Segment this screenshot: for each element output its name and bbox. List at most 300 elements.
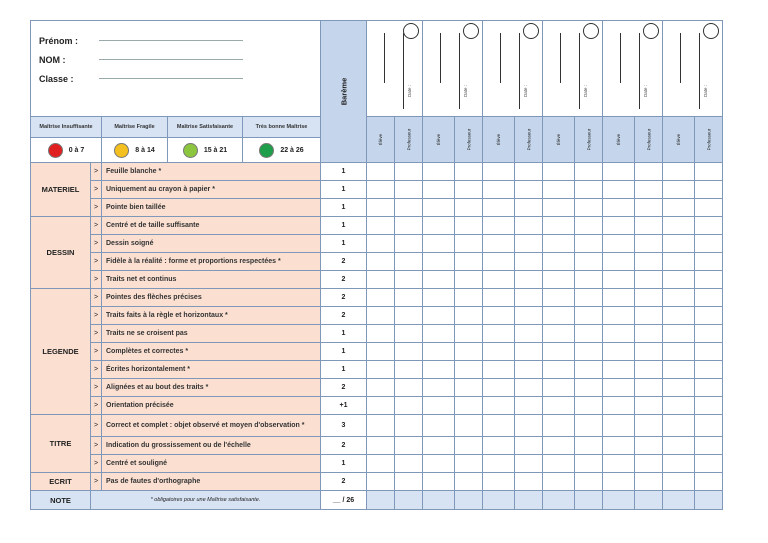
prof-score-cell[interactable]	[515, 415, 543, 437]
eleve-score-cell[interactable]	[543, 181, 575, 199]
prof-score-cell[interactable]	[515, 343, 543, 361]
category-titre: TITRE	[31, 415, 91, 473]
prof-score-cell[interactable]	[575, 397, 603, 415]
eleve-score-cell[interactable]	[663, 181, 695, 199]
eleve-score-cell[interactable]	[367, 307, 395, 325]
eval-date-box	[543, 21, 602, 116]
prof-score-cell[interactable]	[695, 473, 723, 491]
prof-score-cell[interactable]	[455, 437, 483, 455]
prenom-field[interactable]	[99, 40, 243, 41]
eleve-score-cell[interactable]	[603, 379, 635, 397]
eleve-score-cell[interactable]	[663, 397, 695, 415]
eleve-score-cell[interactable]	[483, 473, 515, 491]
eleve-total-cell[interactable]	[423, 491, 455, 510]
bullet-arrow-icon: >	[91, 379, 102, 397]
criterion-row	[31, 455, 755, 473]
eleve-score-cell[interactable]	[483, 217, 515, 235]
eleve-score-cell[interactable]	[423, 307, 455, 325]
total-points: __ / 26	[321, 491, 367, 510]
prof-score-cell[interactable]	[395, 343, 423, 361]
prof-score-cell[interactable]	[515, 397, 543, 415]
bullet-arrow-icon: >	[91, 253, 102, 271]
eleve-score-cell[interactable]	[603, 235, 635, 253]
eleve-score-cell[interactable]	[543, 217, 575, 235]
eleve-score-cell[interactable]	[483, 289, 515, 307]
prof-score-cell[interactable]	[395, 217, 423, 235]
eleve-score-cell[interactable]	[603, 361, 635, 379]
bullet-arrow-icon: >	[91, 415, 102, 437]
criterion-points: 1	[321, 199, 367, 217]
eleve-score-cell[interactable]	[603, 415, 635, 437]
criterion-text: Centré et souligné	[102, 455, 321, 473]
eleve-total-cell[interactable]	[367, 491, 395, 510]
eleve-score-cell[interactable]	[543, 361, 575, 379]
eleve-score-cell[interactable]	[423, 343, 455, 361]
eleve-score-cell[interactable]	[423, 253, 455, 271]
prof-score-cell[interactable]	[515, 199, 543, 217]
eleve-score-cell[interactable]	[543, 437, 575, 455]
prof-score-cell[interactable]	[575, 361, 603, 379]
eleve-score-cell[interactable]	[483, 455, 515, 473]
eleve-score-cell[interactable]	[367, 289, 395, 307]
criterion-points: 2	[321, 271, 367, 289]
prof-score-cell[interactable]	[455, 325, 483, 343]
nom-field[interactable]	[99, 59, 243, 60]
prof-score-cell[interactable]	[455, 473, 483, 491]
prof-score-cell[interactable]	[575, 379, 603, 397]
level-range: 22 à 26	[280, 146, 304, 154]
eleve-score-cell[interactable]	[423, 235, 455, 253]
eleve-score-cell[interactable]	[543, 397, 575, 415]
prof-score-cell[interactable]	[515, 235, 543, 253]
prof-score-cell[interactable]	[515, 455, 543, 473]
bullet-arrow-icon: >	[91, 397, 102, 415]
prof-score-cell[interactable]	[395, 437, 423, 455]
eleve-score-cell[interactable]	[603, 199, 635, 217]
criterion-text: Complètes et correctes *	[102, 343, 321, 361]
eleve-score-cell[interactable]	[483, 415, 515, 437]
eleve-score-cell[interactable]	[367, 437, 395, 455]
prof-score-cell[interactable]	[515, 163, 543, 181]
grade-circle[interactable]	[523, 23, 539, 39]
prof-score-cell[interactable]	[515, 307, 543, 325]
prof-score-cell[interactable]	[395, 379, 423, 397]
prof-score-cell[interactable]	[695, 379, 723, 397]
prof-score-cell[interactable]	[575, 289, 603, 307]
prof-score-cell[interactable]	[575, 307, 603, 325]
prof-total-cell[interactable]	[635, 491, 663, 510]
prof-total-cell[interactable]	[695, 491, 723, 510]
eleve-score-cell[interactable]	[663, 455, 695, 473]
level-range: 8 à 14	[135, 146, 155, 154]
prof-score-cell[interactable]	[515, 379, 543, 397]
prof-score-cell[interactable]	[695, 397, 723, 415]
eleve-score-cell[interactable]	[367, 455, 395, 473]
eleve-score-cell[interactable]	[663, 217, 695, 235]
eleve-score-cell[interactable]	[543, 199, 575, 217]
prof-score-cell[interactable]	[635, 199, 663, 217]
criterion-text: Traits faits à la règle et horizontaux *	[102, 307, 321, 325]
eleve-score-cell[interactable]	[367, 235, 395, 253]
prof-score-cell[interactable]	[575, 235, 603, 253]
eleve-score-cell[interactable]	[423, 397, 455, 415]
prof-score-cell[interactable]	[635, 473, 663, 491]
prof-score-cell[interactable]	[695, 271, 723, 289]
prof-score-cell[interactable]	[635, 235, 663, 253]
prof-score-cell[interactable]	[635, 181, 663, 199]
eleve-score-cell[interactable]	[543, 235, 575, 253]
prof-score-cell[interactable]	[695, 253, 723, 271]
prof-score-cell[interactable]	[515, 181, 543, 199]
eleve-score-cell[interactable]	[423, 415, 455, 437]
prof-score-cell[interactable]	[395, 361, 423, 379]
prof-score-cell[interactable]	[395, 199, 423, 217]
eleve-score-cell[interactable]	[603, 455, 635, 473]
level-dot-icon	[259, 143, 274, 158]
eleve-score-cell[interactable]	[543, 289, 575, 307]
criterion-points: +1	[321, 397, 367, 415]
criterion-points: 1	[321, 455, 367, 473]
eleve-score-cell[interactable]	[367, 343, 395, 361]
prof-score-cell[interactable]	[395, 455, 423, 473]
level-range-cell	[168, 138, 243, 163]
category-ecrit: ECRIT	[31, 473, 91, 491]
signature-line	[459, 33, 460, 109]
date-label: Date :	[643, 84, 648, 97]
prof-column-header: Professeur	[455, 117, 483, 163]
eleve-score-cell[interactable]	[543, 473, 575, 491]
eleve-score-cell[interactable]	[543, 415, 575, 437]
grade-circle[interactable]	[403, 23, 419, 39]
eleve-score-cell[interactable]	[603, 217, 635, 235]
grade-circle[interactable]	[583, 23, 599, 39]
eleve-score-cell[interactable]	[603, 271, 635, 289]
eleve-score-cell[interactable]	[543, 163, 575, 181]
criterion-points: 2	[321, 307, 367, 325]
eleve-score-cell[interactable]	[663, 361, 695, 379]
prof-score-cell[interactable]	[635, 325, 663, 343]
eleve-score-cell[interactable]	[663, 325, 695, 343]
signature-line	[579, 33, 580, 109]
eleve-score-cell[interactable]	[367, 325, 395, 343]
eleve-score-cell[interactable]	[423, 181, 455, 199]
prof-score-cell[interactable]	[695, 361, 723, 379]
grade-circle[interactable]	[463, 23, 479, 39]
prof-score-cell[interactable]	[635, 271, 663, 289]
eleve-score-cell[interactable]	[423, 199, 455, 217]
prof-score-cell[interactable]	[395, 163, 423, 181]
eleve-score-cell[interactable]	[543, 343, 575, 361]
eleve-score-cell[interactable]	[603, 343, 635, 361]
eval-date-cell[interactable]	[663, 21, 723, 117]
prof-score-cell[interactable]	[575, 343, 603, 361]
eleve-score-cell[interactable]	[663, 415, 695, 437]
prof-score-cell[interactable]	[575, 253, 603, 271]
eleve-score-cell[interactable]	[483, 379, 515, 397]
prof-score-cell[interactable]	[455, 343, 483, 361]
eleve-score-cell[interactable]	[423, 289, 455, 307]
eleve-score-cell[interactable]	[483, 163, 515, 181]
prof-score-cell[interactable]	[695, 415, 723, 437]
prenom-label: Prénom :	[39, 35, 79, 46]
eleve-total-cell[interactable]	[603, 491, 635, 510]
criterion-points: 1	[321, 343, 367, 361]
grade-circle[interactable]	[703, 23, 719, 39]
prof-score-cell[interactable]	[395, 235, 423, 253]
eleve-score-cell[interactable]	[663, 235, 695, 253]
eleve-score-cell[interactable]	[423, 437, 455, 455]
eleve-score-cell[interactable]	[367, 379, 395, 397]
prof-score-cell[interactable]	[515, 271, 543, 289]
prof-score-cell[interactable]	[575, 455, 603, 473]
prof-score-cell[interactable]	[695, 325, 723, 343]
prof-score-cell[interactable]	[515, 473, 543, 491]
eleve-score-cell[interactable]	[543, 271, 575, 289]
prof-score-cell[interactable]	[635, 415, 663, 437]
criterion-points: 2	[321, 289, 367, 307]
eleve-score-cell[interactable]	[483, 325, 515, 343]
eleve-score-cell[interactable]	[603, 289, 635, 307]
eval-date-cell[interactable]	[483, 21, 543, 117]
eleve-score-cell[interactable]	[423, 361, 455, 379]
prof-score-cell[interactable]	[455, 271, 483, 289]
eleve-column-header: Élève	[483, 117, 515, 163]
prof-score-cell[interactable]	[635, 289, 663, 307]
prof-total-cell[interactable]	[455, 491, 483, 510]
prof-score-cell[interactable]	[395, 307, 423, 325]
criterion-text: Indication du grossissement ou de l'échelle	[102, 437, 321, 455]
criterion-points: 2	[321, 473, 367, 491]
eleve-score-cell[interactable]	[543, 325, 575, 343]
prof-score-cell[interactable]	[695, 289, 723, 307]
eleve-total-cell[interactable]	[543, 491, 575, 510]
prof-score-cell[interactable]	[395, 181, 423, 199]
eleve-score-cell[interactable]	[367, 217, 395, 235]
prof-score-cell[interactable]	[515, 437, 543, 455]
eleve-score-cell[interactable]	[483, 361, 515, 379]
eval-date-cell[interactable]	[423, 21, 483, 117]
prof-score-cell[interactable]	[635, 307, 663, 325]
eleve-score-cell[interactable]	[663, 343, 695, 361]
eleve-score-cell[interactable]	[663, 199, 695, 217]
eval-date-cell[interactable]	[543, 21, 603, 117]
prof-score-cell[interactable]	[515, 217, 543, 235]
eleve-score-cell[interactable]	[367, 361, 395, 379]
signature-line	[680, 33, 681, 83]
prof-total-cell[interactable]	[515, 491, 543, 510]
prof-score-cell[interactable]	[575, 271, 603, 289]
eleve-score-cell[interactable]	[603, 307, 635, 325]
prof-score-cell[interactable]	[455, 199, 483, 217]
eleve-score-cell[interactable]	[663, 473, 695, 491]
prof-score-cell[interactable]	[455, 307, 483, 325]
eleve-score-cell[interactable]	[603, 253, 635, 271]
prof-score-cell[interactable]	[695, 235, 723, 253]
eleve-score-cell[interactable]	[663, 253, 695, 271]
criterion-row	[31, 181, 755, 199]
prof-score-cell[interactable]	[695, 343, 723, 361]
prof-score-cell[interactable]	[455, 163, 483, 181]
prof-score-cell[interactable]	[635, 397, 663, 415]
eleve-column-header: Élève	[423, 117, 455, 163]
prof-score-cell[interactable]	[395, 253, 423, 271]
prof-score-cell[interactable]	[455, 217, 483, 235]
prof-score-cell[interactable]	[695, 437, 723, 455]
prof-score-cell[interactable]	[695, 181, 723, 199]
prof-score-cell[interactable]	[395, 271, 423, 289]
prof-total-cell[interactable]	[395, 491, 423, 510]
eleve-score-cell[interactable]	[367, 181, 395, 199]
eleve-score-cell[interactable]	[423, 455, 455, 473]
eleve-score-cell[interactable]	[423, 271, 455, 289]
date-label: Date :	[703, 84, 708, 97]
criterion-row	[31, 325, 755, 343]
prof-score-cell[interactable]	[635, 455, 663, 473]
eleve-score-cell[interactable]	[367, 271, 395, 289]
eleve-score-cell[interactable]	[367, 163, 395, 181]
eleve-score-cell[interactable]	[423, 325, 455, 343]
prof-score-cell[interactable]	[575, 199, 603, 217]
prof-score-cell[interactable]	[695, 455, 723, 473]
eleve-score-cell[interactable]	[483, 199, 515, 217]
eval-date-box	[663, 21, 722, 116]
prof-score-cell[interactable]	[455, 397, 483, 415]
criterion-text: Uniquement au crayon à papier *	[102, 181, 321, 199]
prof-score-cell[interactable]	[395, 415, 423, 437]
prof-score-cell[interactable]	[455, 415, 483, 437]
level-label: Maîtrise Satisfaisante	[168, 117, 243, 138]
eleve-score-cell[interactable]	[367, 397, 395, 415]
eleve-score-cell[interactable]	[603, 163, 635, 181]
eleve-score-cell[interactable]	[603, 325, 635, 343]
eleve-score-cell[interactable]	[483, 437, 515, 455]
eleve-score-cell[interactable]	[483, 343, 515, 361]
date-label: Date :	[583, 84, 588, 97]
bullet-arrow-icon: >	[91, 455, 102, 473]
grade-circle[interactable]	[643, 23, 659, 39]
eleve-column-header: Élève	[367, 117, 395, 163]
prof-score-cell[interactable]	[635, 163, 663, 181]
bullet-arrow-icon: >	[91, 163, 102, 181]
eleve-score-cell[interactable]	[663, 163, 695, 181]
prof-score-cell[interactable]	[455, 235, 483, 253]
eleve-score-cell[interactable]	[367, 253, 395, 271]
prof-score-cell[interactable]	[515, 361, 543, 379]
prof-score-cell[interactable]	[515, 325, 543, 343]
criterion-row	[31, 199, 755, 217]
prof-score-cell[interactable]	[635, 253, 663, 271]
eleve-score-cell[interactable]	[543, 307, 575, 325]
eleve-score-cell[interactable]	[603, 181, 635, 199]
eleve-score-cell[interactable]	[543, 455, 575, 473]
prof-score-cell[interactable]	[575, 415, 603, 437]
category-materiel: MATERIEL	[31, 163, 91, 217]
prof-score-cell[interactable]	[695, 307, 723, 325]
prof-score-cell[interactable]	[455, 289, 483, 307]
eleve-total-cell[interactable]	[663, 491, 695, 510]
criterion-row	[31, 437, 755, 455]
bullet-arrow-icon: >	[91, 361, 102, 379]
classe-field[interactable]	[99, 78, 243, 79]
prof-score-cell[interactable]	[455, 455, 483, 473]
prof-score-cell[interactable]	[575, 181, 603, 199]
eval-date-cell[interactable]	[603, 21, 663, 117]
prof-score-cell[interactable]	[695, 163, 723, 181]
prof-score-cell[interactable]	[635, 437, 663, 455]
prof-score-cell[interactable]	[515, 289, 543, 307]
criterion-text: Dessin soigné	[102, 235, 321, 253]
prof-score-cell[interactable]	[395, 473, 423, 491]
student-info-box	[31, 21, 321, 117]
eleve-score-cell[interactable]	[367, 415, 395, 437]
criterion-row	[31, 473, 755, 491]
prof-score-cell[interactable]	[695, 217, 723, 235]
eleve-total-cell[interactable]	[483, 491, 515, 510]
prof-score-cell[interactable]	[455, 253, 483, 271]
eleve-score-cell[interactable]	[483, 181, 515, 199]
prof-score-cell[interactable]	[575, 163, 603, 181]
eleve-score-cell[interactable]	[603, 397, 635, 415]
eleve-score-cell[interactable]	[663, 289, 695, 307]
signature-line	[699, 33, 700, 109]
eleve-score-cell[interactable]	[663, 307, 695, 325]
note-label: NOTE	[31, 491, 91, 510]
eleve-score-cell[interactable]	[423, 473, 455, 491]
eleve-score-cell[interactable]	[603, 473, 635, 491]
prof-score-cell[interactable]	[575, 437, 603, 455]
eleve-score-cell[interactable]	[483, 397, 515, 415]
prof-score-cell[interactable]	[695, 199, 723, 217]
eleve-score-cell[interactable]	[663, 437, 695, 455]
level-range: 0 à 7	[68, 146, 85, 154]
eleve-score-cell[interactable]	[423, 217, 455, 235]
eleve-score-cell[interactable]	[663, 271, 695, 289]
criterion-text: Écrites horizontalement *	[102, 361, 321, 379]
prof-score-cell[interactable]	[575, 325, 603, 343]
criterion-row	[31, 253, 755, 271]
prof-score-cell[interactable]	[635, 361, 663, 379]
prof-score-cell[interactable]	[515, 253, 543, 271]
prof-score-cell[interactable]	[635, 217, 663, 235]
prof-total-cell[interactable]	[575, 491, 603, 510]
eleve-score-cell[interactable]	[543, 253, 575, 271]
eval-date-box	[367, 21, 422, 116]
eleve-score-cell[interactable]	[367, 473, 395, 491]
bullet-arrow-icon: >	[91, 217, 102, 235]
prof-score-cell[interactable]	[575, 217, 603, 235]
eleve-score-cell[interactable]	[423, 379, 455, 397]
eleve-score-cell[interactable]	[367, 199, 395, 217]
eleve-score-cell[interactable]	[483, 235, 515, 253]
prof-score-cell[interactable]	[395, 289, 423, 307]
prof-score-cell[interactable]	[635, 379, 663, 397]
eleve-score-cell[interactable]	[663, 379, 695, 397]
eleve-score-cell[interactable]	[543, 379, 575, 397]
prof-score-cell[interactable]	[455, 181, 483, 199]
prof-score-cell[interactable]	[395, 397, 423, 415]
eleve-score-cell[interactable]	[603, 437, 635, 455]
prof-score-cell[interactable]	[635, 343, 663, 361]
eval-date-cell[interactable]	[367, 21, 423, 117]
eleve-score-cell[interactable]	[483, 307, 515, 325]
prof-score-cell[interactable]	[455, 361, 483, 379]
eleve-score-cell[interactable]	[483, 271, 515, 289]
eleve-score-cell[interactable]	[483, 253, 515, 271]
prof-score-cell[interactable]	[395, 325, 423, 343]
prof-score-cell[interactable]	[455, 379, 483, 397]
prof-score-cell[interactable]	[575, 473, 603, 491]
eleve-score-cell[interactable]	[423, 163, 455, 181]
